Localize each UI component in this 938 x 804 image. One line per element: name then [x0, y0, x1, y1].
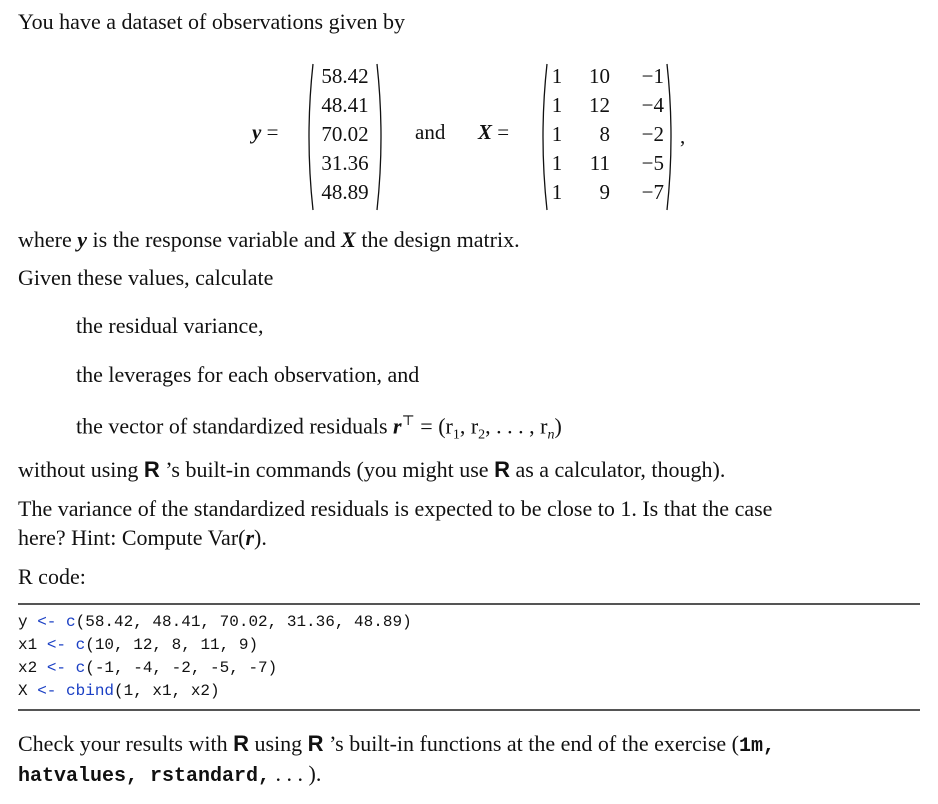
- x-entry: 1: [551, 151, 563, 175]
- task-leverages: the leverages for each observation, and: [76, 362, 420, 387]
- code-top-rule: [18, 603, 920, 605]
- check-line-2: hatvalues, rstandard, . . . ).: [18, 761, 322, 788]
- x-matrix: [538, 62, 676, 212]
- given-line: Given these values, calculate: [18, 265, 274, 290]
- task-residual-variance: the residual variance,: [76, 313, 264, 338]
- r-code-label: R code:: [18, 564, 86, 589]
- y-equals: y =: [252, 120, 279, 144]
- y-entry: 58.42: [321, 64, 369, 88]
- left-paren-icon: [538, 62, 548, 212]
- without-line: without using R ’s built-in commands (you might use R as a calculator, though).: [18, 457, 726, 482]
- trailing-comma: ,: [680, 124, 686, 148]
- y-entry: 70.02: [321, 122, 369, 146]
- x-entry: −2: [641, 122, 664, 146]
- code-line: y <- c(58.42, 48.41, 70.02, 31.36, 48.89): [18, 613, 412, 631]
- code-line: X <- cbind(1, x1, x2): [18, 682, 220, 700]
- y-entry: 48.89: [321, 180, 369, 204]
- x-entry: −4: [641, 93, 664, 117]
- intro-text: You have a dataset of observations given by: [18, 9, 405, 34]
- x-entry: 9: [599, 180, 610, 204]
- y-entry: 31.36: [321, 151, 369, 175]
- x-entry: 1: [551, 180, 563, 204]
- right-paren-icon: [666, 62, 676, 212]
- code-bottom-rule: [18, 709, 920, 711]
- x-equals: X =: [478, 120, 510, 144]
- x-entry: −7: [641, 180, 664, 204]
- y-vector: [304, 62, 386, 212]
- where-line: where y is the response variable and X the design matrix.: [18, 227, 520, 252]
- y-entry: 48.41: [321, 93, 369, 117]
- x-entry: 1: [551, 122, 563, 146]
- code-line: x2 <- c(-1, -4, -2, -5, -7): [18, 659, 278, 677]
- x-entry: −5: [641, 151, 664, 175]
- variance-line-1: The variance of the standardized residuals is expected to be close to 1. Is that the case: [18, 496, 773, 521]
- code-line: x1 <- c(10, 12, 8, 11, 9): [18, 636, 259, 654]
- x-entry: −1: [641, 64, 664, 88]
- x-entry: 12: [589, 93, 610, 117]
- x-entry: 8: [599, 122, 610, 146]
- and-word: and: [415, 120, 446, 144]
- x-entry: 10: [589, 64, 610, 88]
- x-entry: 11: [589, 151, 610, 175]
- x-entry: 1: [551, 64, 563, 88]
- x-entry: 1: [551, 93, 563, 117]
- variance-line-2: here? Hint: Compute Var(r).: [18, 525, 267, 550]
- task-standardized-residuals: the vector of standardized residuals $r^⊤ = (r_1$, $r_2$, . . . , $r_n$): [76, 413, 562, 443]
- check-line-1: Check your results with R using R ’s built-in functions at the end of the exercise (1m,: [18, 731, 776, 758]
